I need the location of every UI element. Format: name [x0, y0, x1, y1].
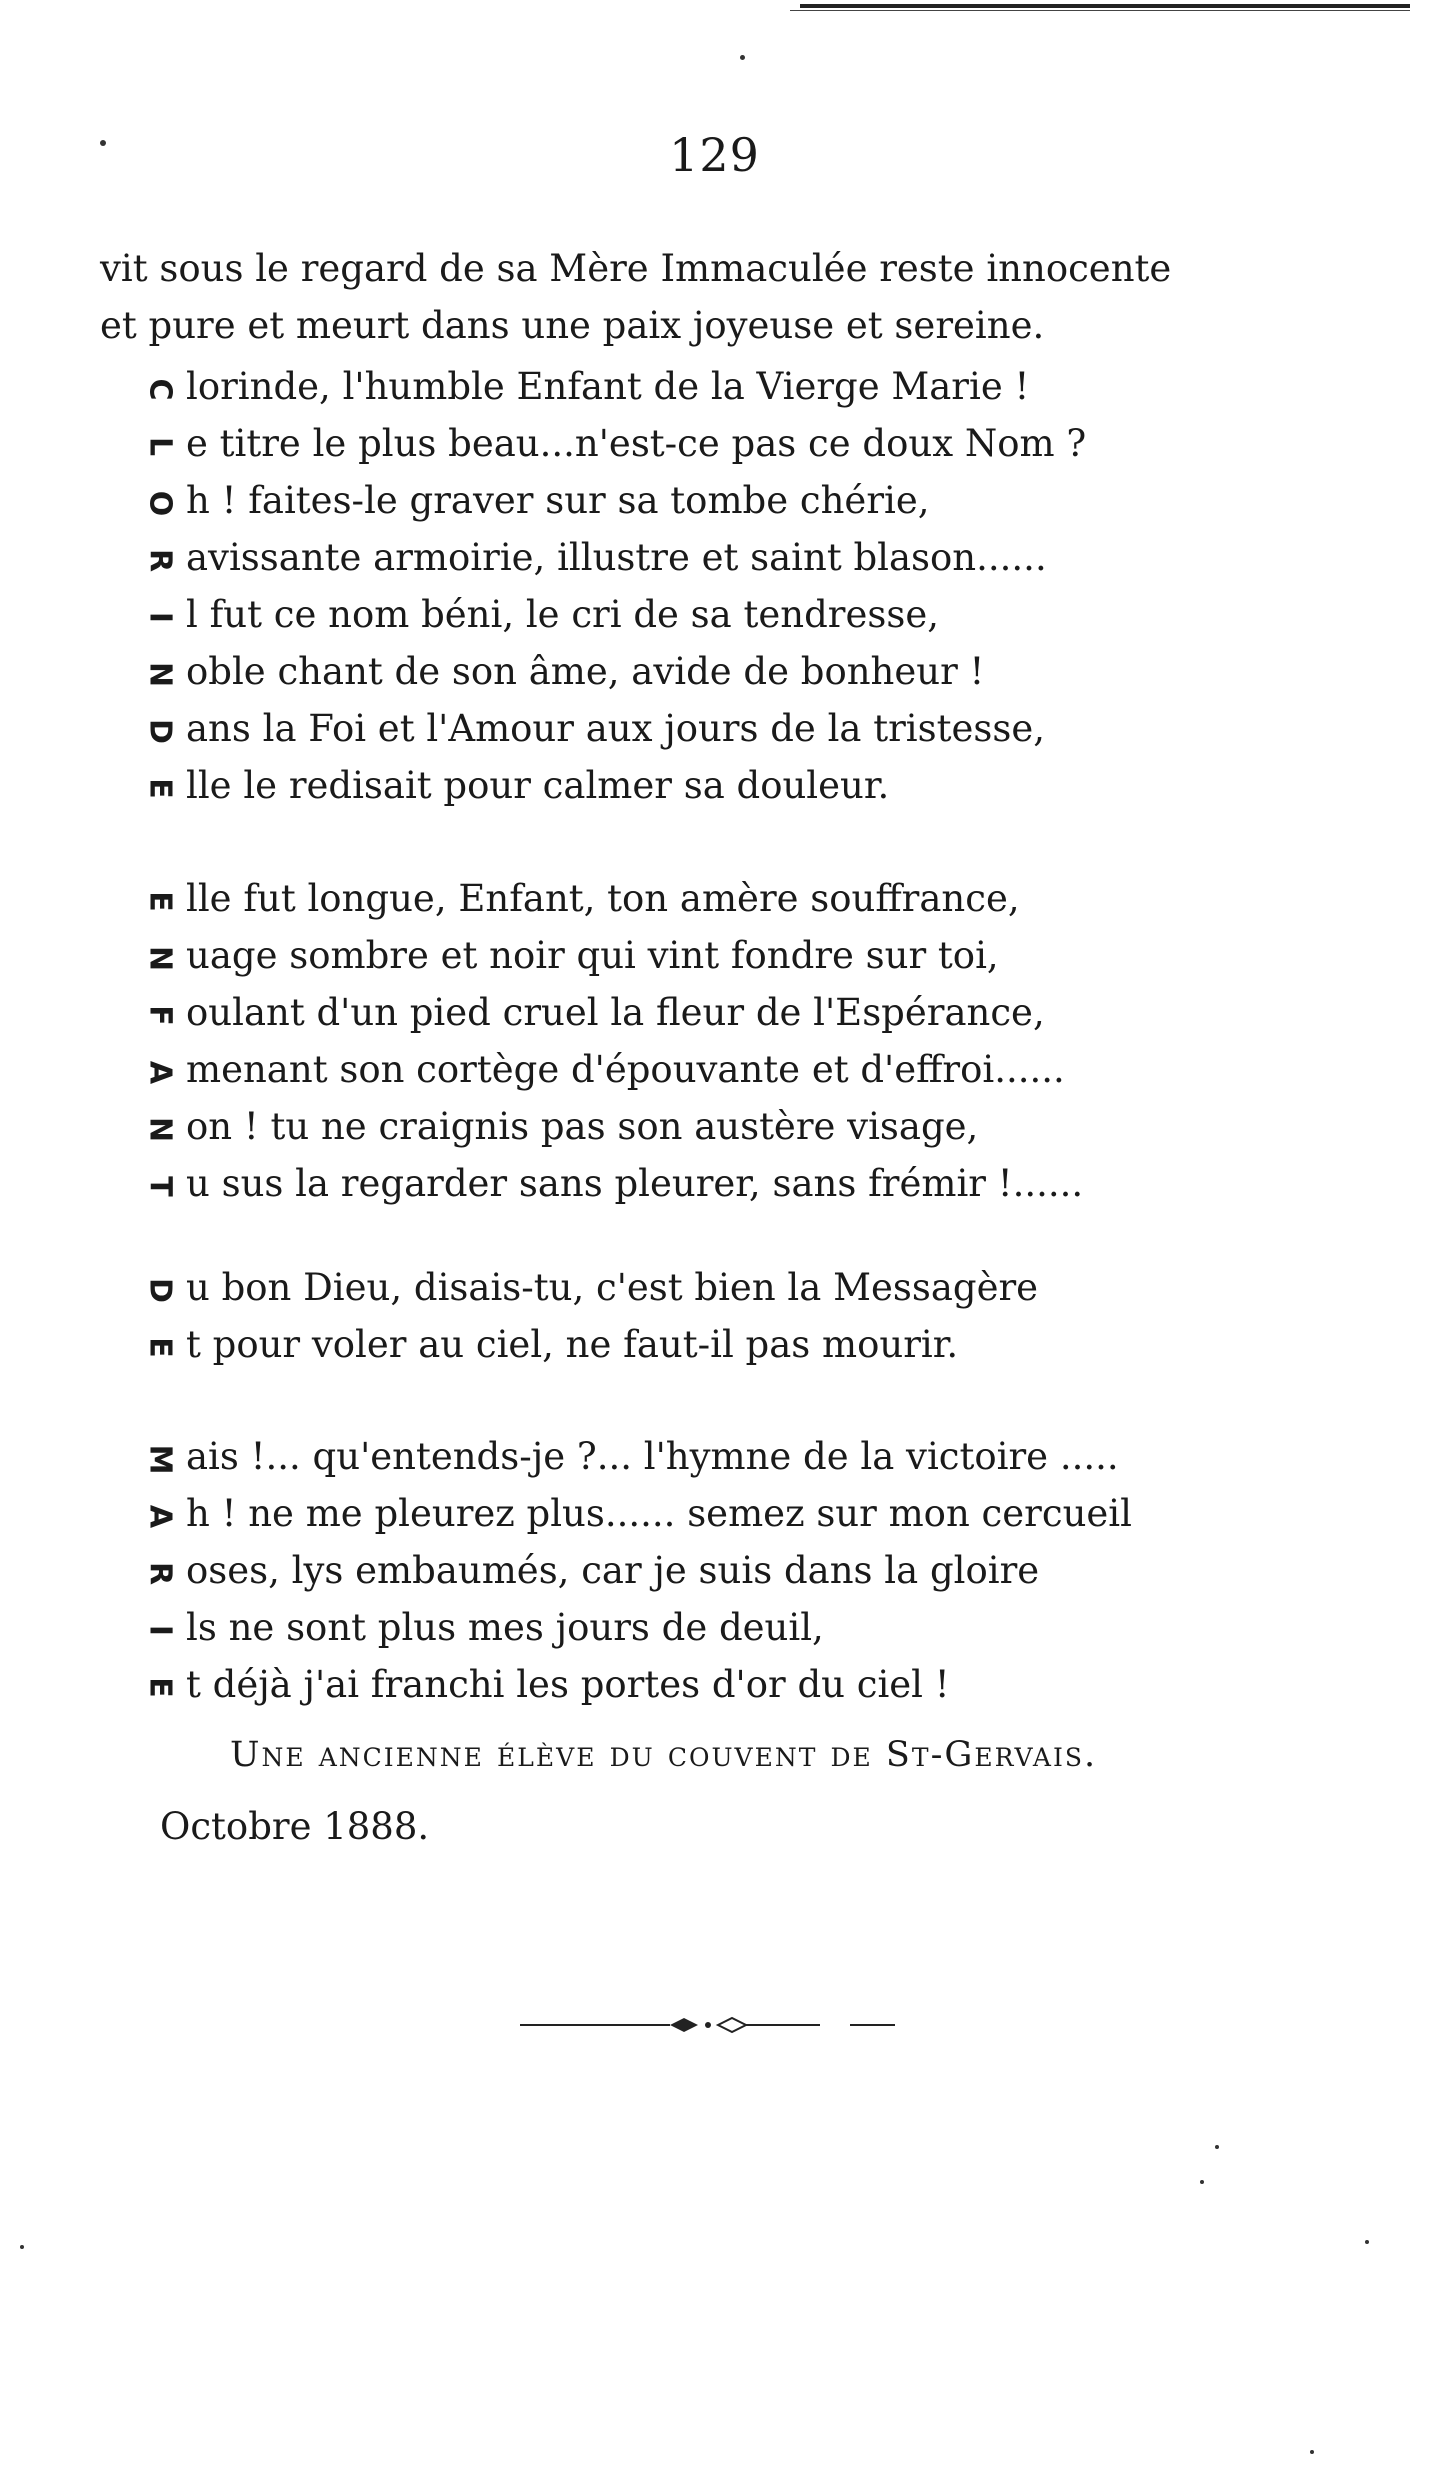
- line-text: oses, lys embaumés, car je suis dans la gloire: [186, 1549, 1040, 1592]
- poem-line: [140, 870, 1083, 927]
- poem-line: [140, 1098, 1083, 1155]
- acrostic-initial: E: [142, 891, 178, 912]
- date-line: Octobre 1888.: [160, 1805, 430, 1848]
- line-text: t pour voler au ciel, ne faut-il pas mourir.: [186, 1323, 959, 1366]
- acrostic-initial: I: [142, 611, 178, 624]
- poem-line: [140, 358, 1086, 415]
- acrostic-initial: E: [142, 778, 178, 799]
- line-text: oulant d'un pied cruel la fleur de l'Espérance,: [186, 991, 1045, 1034]
- ink-speck: [1310, 2450, 1314, 2454]
- poem-line: [140, 984, 1083, 1041]
- line-text: lle le redisait pour calmer sa douleur.: [186, 764, 890, 807]
- acrostic-initial: N: [142, 1116, 178, 1143]
- poem-line: [140, 529, 1086, 586]
- poem-line: [140, 472, 1086, 529]
- line-text: ans la Foi et l'Amour aux jours de la tristesse,: [186, 707, 1046, 750]
- acrostic-initial: A: [142, 1060, 178, 1085]
- acrostic-initial: M: [142, 1444, 178, 1475]
- line-text: ais !... qu'entends-je ?... l'hymne de la victoire .....: [186, 1435, 1119, 1478]
- poem-line: [140, 927, 1083, 984]
- acrostic-initial: L: [142, 436, 178, 457]
- poem-line: [140, 1155, 1083, 1212]
- poem-line: [140, 1656, 1132, 1713]
- signature: Une ancienne élève du couvent de St-Gervais.: [230, 1735, 1098, 1775]
- poem-line: [140, 1485, 1132, 1542]
- poem-line: [140, 1428, 1132, 1485]
- line-text: h ! ne me pleurez plus...... semez sur mon cercueil: [186, 1492, 1132, 1535]
- acrostic-initial: O: [142, 490, 178, 517]
- intro-line: vit sous le regard de sa Mère Immaculée reste innocente: [100, 247, 1172, 290]
- line-text: h ! faites-le graver sur sa tombe chérie,: [186, 479, 930, 522]
- line-text: ls ne sont plus mes jours de deuil,: [186, 1606, 824, 1649]
- ink-speck: [1215, 2145, 1219, 2149]
- line-text: on ! tu ne craignis pas son austère visage,: [186, 1105, 979, 1148]
- line-text: lle fut longue, Enfant, ton amère souffrance,: [186, 877, 1020, 920]
- line-text: e titre le plus beau...n'est-ce pas ce doux Nom ?: [186, 422, 1087, 465]
- poem-line: [140, 1041, 1083, 1098]
- intro-line: et pure et meurt dans une paix joyeuse et sereine.: [100, 304, 1045, 347]
- acrostic-initial: T: [142, 1176, 178, 1197]
- poem-line: [140, 700, 1086, 757]
- ink-speck: [1365, 2240, 1369, 2244]
- poem-line: [140, 1542, 1132, 1599]
- line-text: l fut ce nom béni, le cri de sa tendresse,: [186, 593, 939, 636]
- acrostic-initial: N: [142, 945, 178, 972]
- acrostic-initial: E: [142, 1337, 178, 1358]
- line-text: uage sombre et noir qui vint fondre sur toi,: [186, 934, 999, 977]
- acrostic-initial: D: [142, 719, 178, 744]
- stanza-1: [140, 358, 1086, 814]
- line-text: oble chant de son âme, avide de bonheur !: [186, 650, 985, 693]
- acrostic-initial: D: [142, 1278, 178, 1303]
- poem-line: [140, 1316, 1038, 1373]
- line-text: u bon Dieu, disais-tu, c'est bien la Messagère: [186, 1266, 1039, 1309]
- line-text: menant son cortège d'épouvante et d'effroi......: [186, 1048, 1065, 1091]
- line-text: avissante armoirie, illustre et saint blason......: [186, 536, 1047, 579]
- ornament-divider: [520, 2010, 920, 2040]
- intro-paragraph: [100, 240, 1340, 354]
- stanza-3: [140, 1259, 1038, 1373]
- poem-line: [140, 643, 1086, 700]
- top-rule-thin: [790, 10, 1410, 11]
- poem-line: [140, 757, 1086, 814]
- acrostic-initial: N: [142, 661, 178, 688]
- top-rule: [800, 4, 1410, 8]
- stanza-2: [140, 870, 1083, 1212]
- acrostic-initial: E: [142, 1677, 178, 1698]
- acrostic-initial: R: [142, 1561, 178, 1586]
- line-text: u sus la regarder sans pleurer, sans frémir !......: [186, 1162, 1084, 1205]
- acrostic-initial: R: [142, 548, 178, 573]
- poem-line: [140, 1259, 1038, 1316]
- acrostic-initial: A: [142, 1504, 178, 1529]
- ink-speck: [740, 55, 745, 60]
- acrostic-initial: I: [142, 1624, 178, 1637]
- page-number: 129: [669, 128, 760, 182]
- poem-line: [140, 586, 1086, 643]
- acrostic-initial: F: [142, 1005, 178, 1026]
- poem-line: [140, 415, 1086, 472]
- line-text: t déjà j'ai franchi les portes d'or du ciel !: [186, 1663, 950, 1706]
- acrostic-initial: C: [142, 378, 178, 401]
- stanza-4: [140, 1428, 1132, 1713]
- ink-speck: [1200, 2180, 1204, 2184]
- poem-line: [140, 1599, 1132, 1656]
- line-text: lorinde, l'humble Enfant de la Vierge Marie !: [186, 365, 1030, 408]
- ink-speck: [20, 2245, 24, 2249]
